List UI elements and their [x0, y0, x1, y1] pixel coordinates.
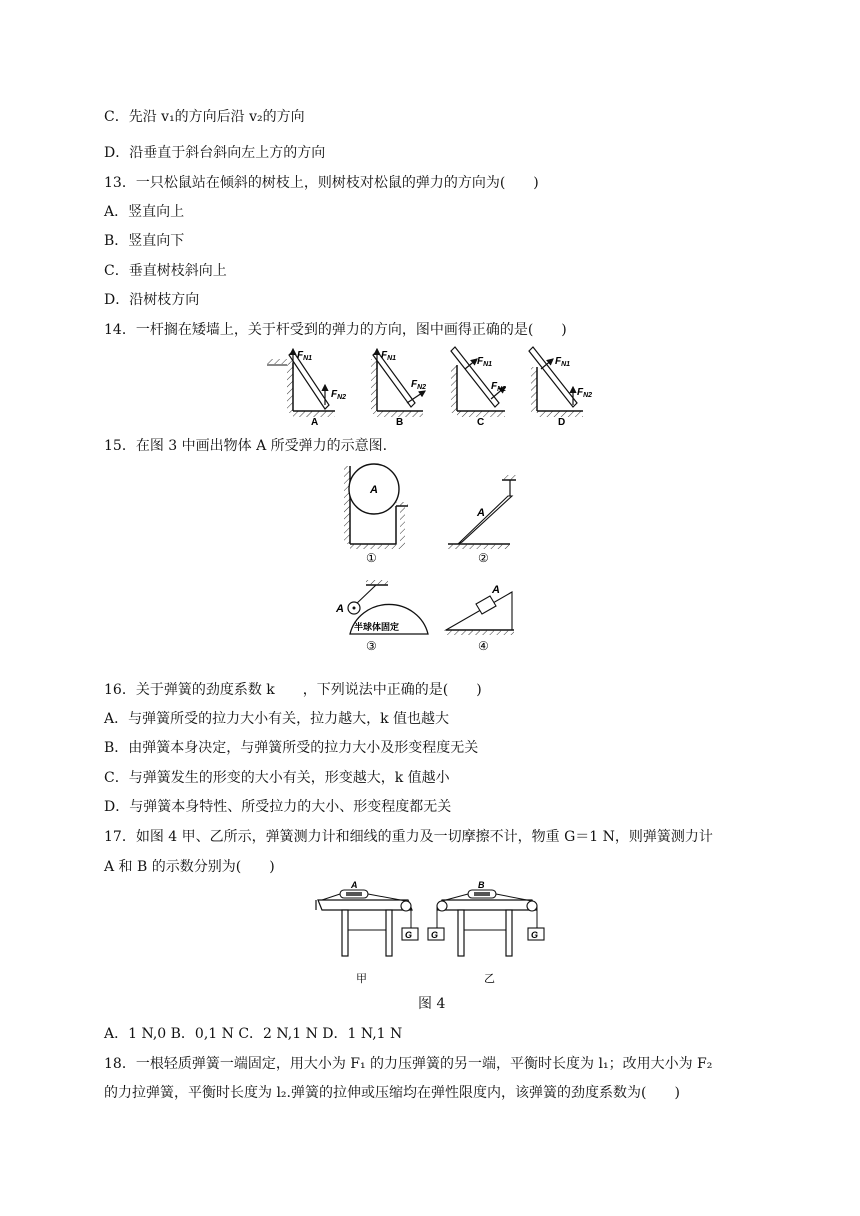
svg-text:FN1: $F_{N1}$ — [381, 350, 397, 362]
svg-text:A: A — [370, 484, 378, 496]
svg-text:FN2: $F_{N2}$ — [411, 379, 427, 391]
q14-label-c: C — [477, 417, 485, 427]
q16-option-b: B．由弹簧本身决定，与弹簧所受的拉力大小及形变程度无关 — [104, 740, 479, 756]
hemisphere-label: 半球体固定 — [354, 622, 400, 632]
q15-diagram-1 — [344, 464, 408, 565]
svg-text:G: G — [431, 930, 439, 940]
q17-stem-2: A 和 B 的示数分别为( ) — [104, 859, 275, 875]
q14-figure — [265, 345, 600, 427]
q14-stem: 14．一杆搁在矮墙上，关于杆受到的弹力的方向，图中画得正确的是( ) — [104, 322, 567, 338]
q14-label-b: B — [396, 417, 404, 427]
q15-diagram-3 — [335, 580, 428, 653]
svg-text:G: G — [405, 930, 413, 940]
svg-text:FN1: $F_{N1}$ — [297, 350, 313, 362]
q13-stem: 13．一只松鼠站在倾斜的树枝上，则树枝对松鼠的弹力的方向为( ) — [104, 175, 539, 191]
q17-options: A．1 N,0 B．0,1 N C．2 N,1 N D．1 N,1 N — [104, 1026, 403, 1042]
svg-text:G: G — [531, 930, 539, 940]
svg-text:A: A — [492, 584, 500, 596]
svg-text:乙: 乙 — [484, 973, 495, 985]
svg-text:①: ① — [366, 551, 377, 565]
q16-option-d: D．与弹簧本身特性、所受拉力的大小、形变程度都无关 — [104, 799, 452, 815]
svg-text:B: B — [478, 880, 485, 890]
q16-stem: 16．关于弹簧的劲度系数 k ，下列说法中正确的是( ) — [104, 682, 482, 698]
svg-text:②: ② — [478, 551, 489, 565]
q17-figure — [312, 880, 552, 988]
svg-text:FN2: $F_{N2}$ — [331, 389, 347, 401]
svg-text:FN1: $F_{N1}$ — [555, 356, 571, 368]
svg-text:FN2: $F_{N2}$ — [577, 387, 593, 399]
q15-diagram-4 — [446, 584, 514, 653]
q17-stem-1: 17．如图 4 甲、乙所示，弹簧测力计和细线的重力及一切摩擦不计，物重 G＝1 N，则弹簧测力计 — [104, 829, 713, 845]
svg-text:③: ③ — [366, 639, 377, 653]
q17-diagram-yi — [428, 880, 544, 985]
svg-text:FN1: $F_{N1}$ — [477, 356, 493, 368]
q14-label-a: A — [311, 417, 319, 427]
q15-stem: 15．在图 3 中画出物体 A 所受弹力的示意图. — [104, 438, 388, 454]
svg-text:A: A — [336, 603, 344, 615]
q16-option-c: C．与弹簧发生的形变的大小有关，形变越大，k 值越小 — [104, 770, 450, 786]
q12-option-d: D．沿垂直于斜台斜向左上方的方向 — [104, 145, 326, 161]
q14-label-d: D — [558, 417, 566, 427]
q13-option-d: D．沿树枝方向 — [104, 292, 200, 308]
q17-diagram-jia — [316, 880, 418, 985]
q15-diagram-2 — [448, 475, 516, 565]
svg-text:④: ④ — [478, 639, 489, 653]
svg-text:甲: 甲 — [356, 973, 367, 985]
figure-4-caption: 图 4 — [418, 996, 446, 1012]
q13-option-c: C．垂直树枝斜向上 — [104, 263, 227, 279]
q18-stem-1: 18．一根轻质弹簧一端固定，用大小为 F₁ 的力压弹簧的另一端，平衡时长度为 l₁；改用大小为 F₂ — [104, 1056, 713, 1072]
svg-text:A: A — [477, 507, 485, 519]
q18-stem-2: 的力拉弹簧，平衡时长度为 l₂.弹簧的拉伸或压缩均在弹性限度内，该弹簧的劲度系数为( ) — [104, 1085, 680, 1101]
svg-text:FN2: $F_{N2}$ — [491, 381, 507, 393]
q15-figure — [330, 462, 530, 654]
q13-option-b: B．竖直向下 — [104, 233, 185, 249]
svg-text:A: A — [351, 880, 358, 890]
q12-option-c: C．先沿 v₁的方向后沿 v₂的方向 — [104, 109, 305, 125]
q13-option-a: A．竖直向上 — [104, 204, 185, 220]
q16-option-a: A．与弹簧所受的拉力大小有关，拉力越大，k 值也越大 — [104, 711, 450, 727]
